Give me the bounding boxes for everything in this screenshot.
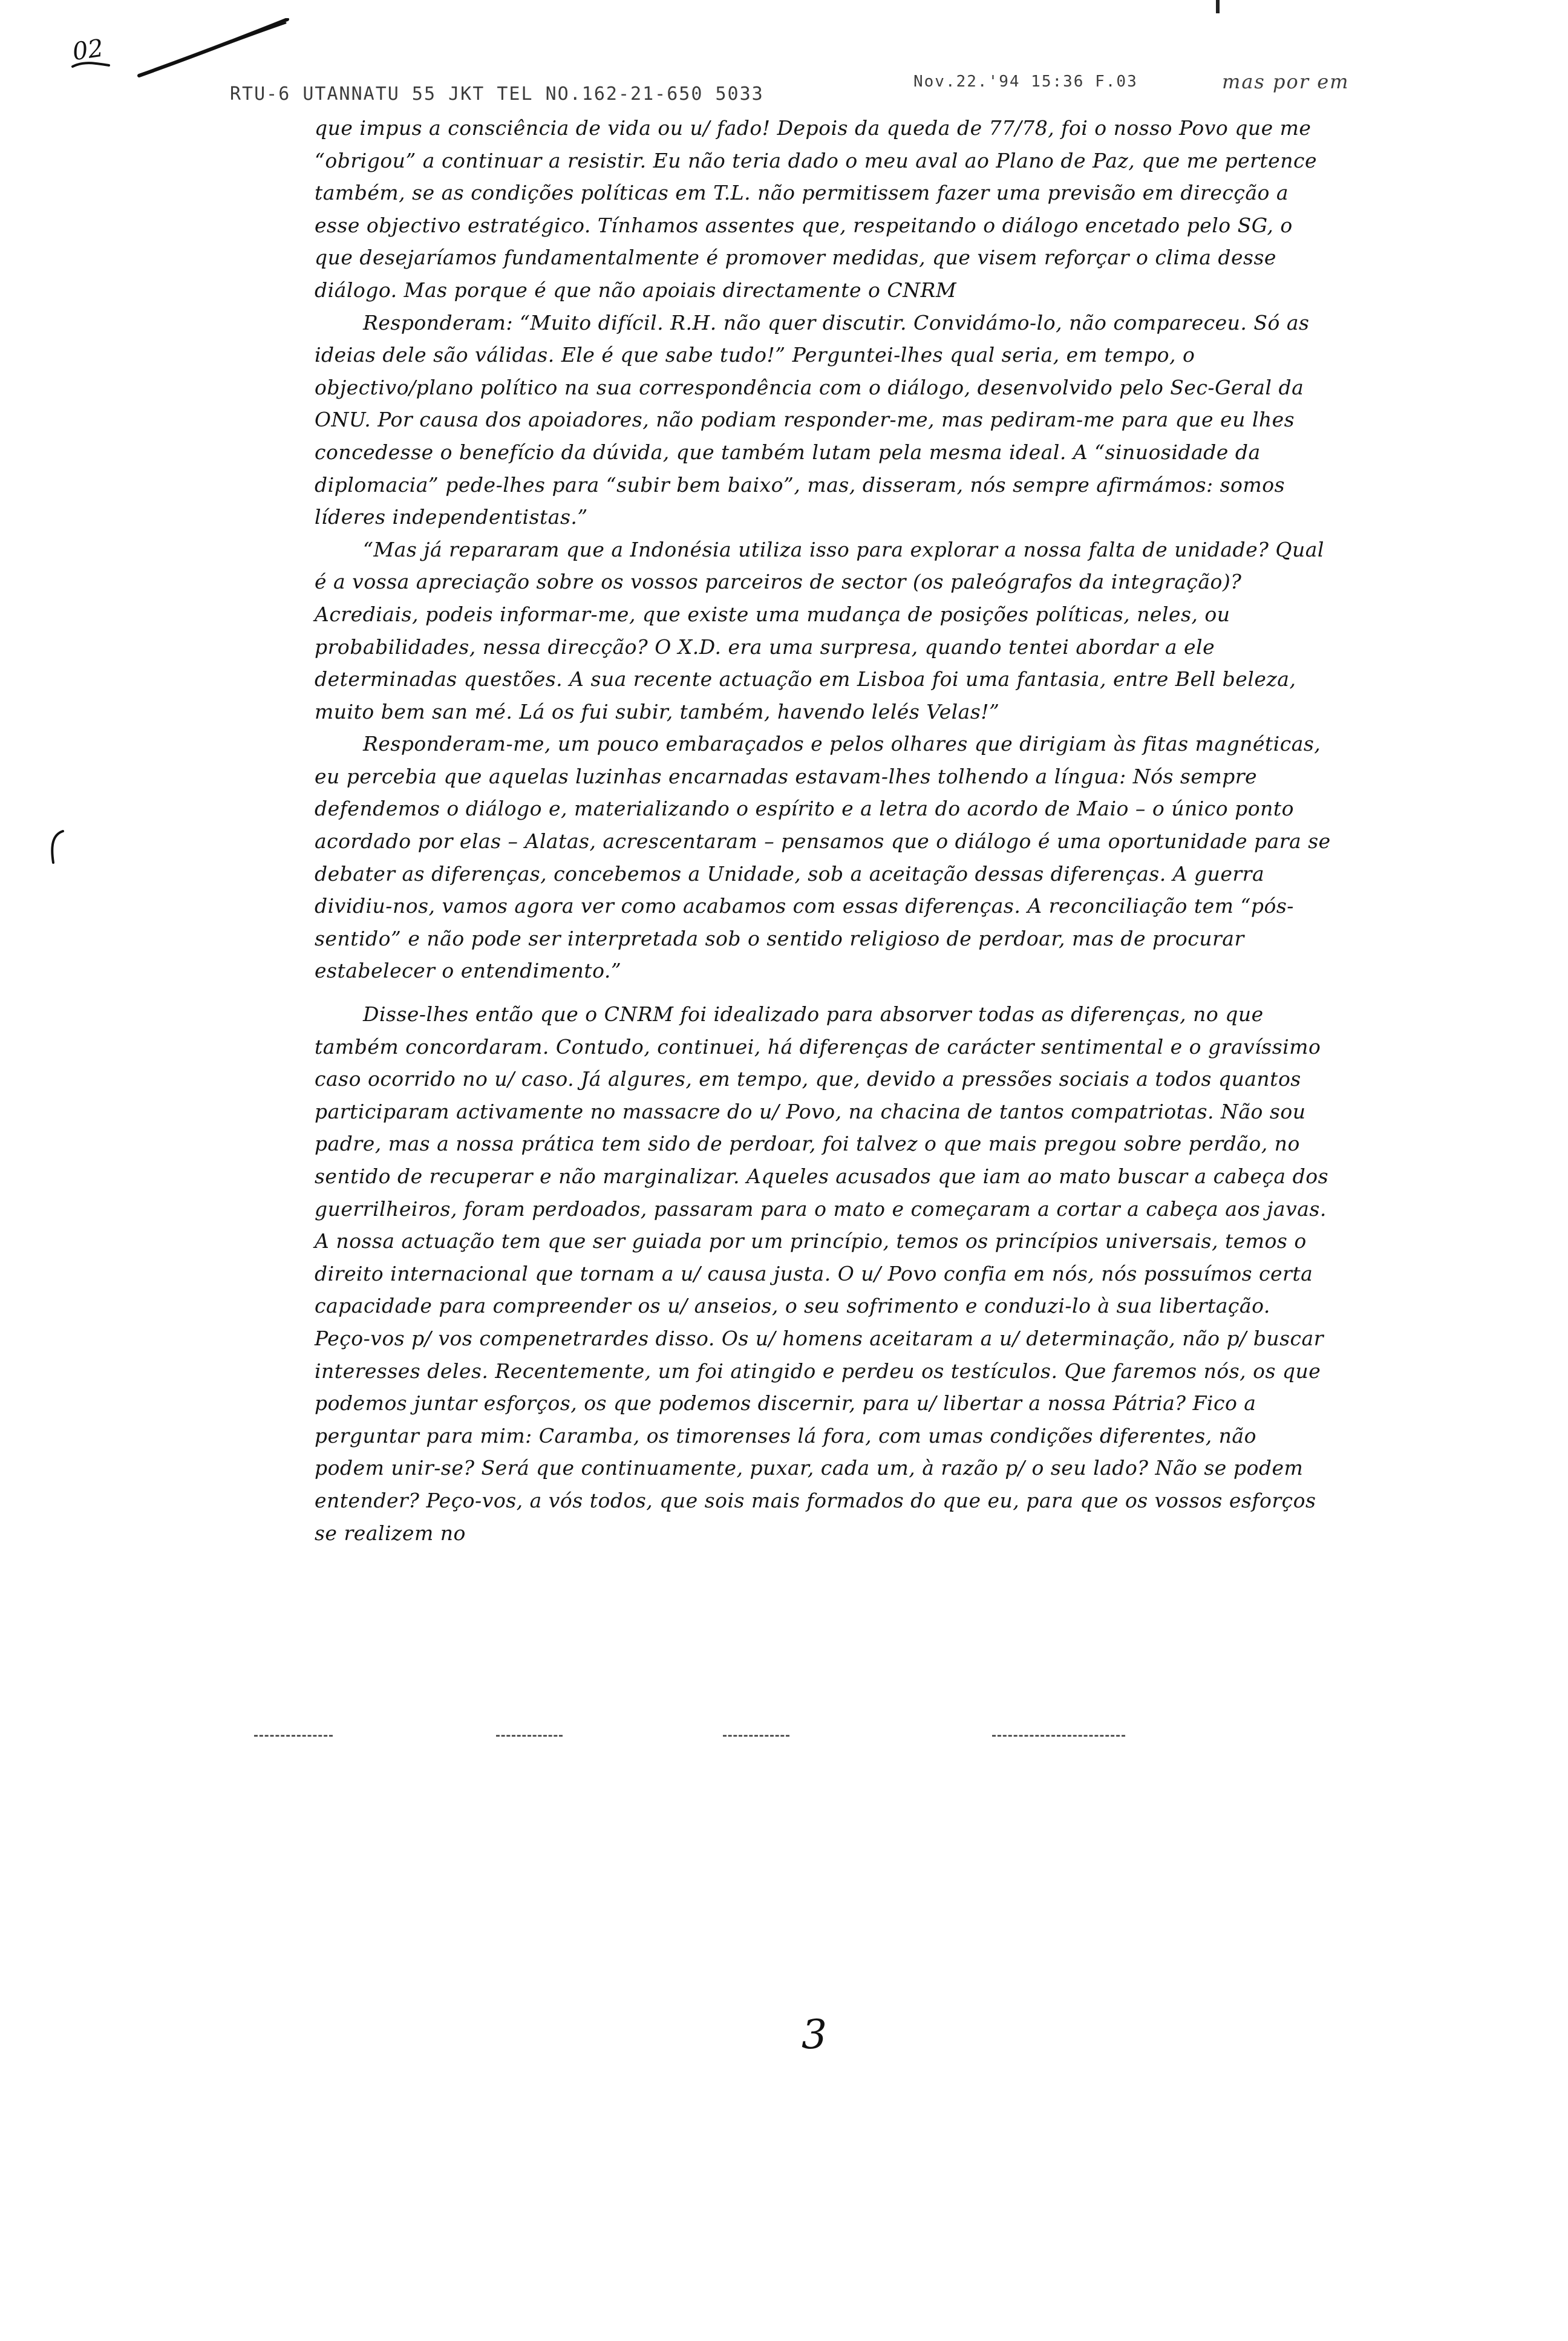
dash-3 [723,1735,789,1737]
paragraph-5: Disse-lhes então que o CNRM foi idealizado para absorver todas as diferenças, no que também concordaram. Contudo, continuei, há diferenças de carácter sentimental e o gravíssimo caso ocorrido no u/ caso. Já algures, em tempo, que, devido a pressões sociais a todos quantos participaram activamente no massacre do u/ Povo, na chacina de tantos compatriotas. Não sou padre, mas a nossa prática tem sido de perdoar, foi talvez o que mais pregou sobre perdão, no sentido de recuperar e não marginalizar. Aqueles acusados que iam ao mato buscar a cabeça dos guerrilheiros, foram perdoados, passaram para o mato e começaram a cortar a cabeça aos javas. A nossa actuação tem que ser guiada por um princípio, temos os princípios universais, temos o direito internacional que tornam a u/ causa justa. O u/ Povo confia em nós, nós possuímos certa capacidade para compreender os u/ anseios, o seu sofrimento e conduzi-lo à sua libertação. Peço-vos p/ vos compenetrardes disso. Os u/ homens aceitaram a u/ determinação, não p/ buscar interesses deles. Recentemente, um foi atingido e perdeu os testículos. Que faremos nós, os que podemos juntar esforços, os que podemos discernir, para u/ libertar a nossa Pátria? Fico a perguntar para mim: Caramba, os timorenses lá fora, com umas condições diferentes, não podem unir-se? Será que continuamente, puxar, cada um, à razão p/ o seu lado? Não se podem entender? Peço-vos, a vós todos, que sois mais formados do que eu, para que os vossos esforços se realizem no [315,1002,1329,1545]
fax-header-right: Nov.22.'94 15:36 F.03 [913,73,1138,91]
dash-1 [254,1735,333,1737]
margin-bracket-mark [47,829,65,865]
top-tick-mark [1216,0,1220,13]
paragraph-3: “Mas já repararam que a Indonésia utiliza isso para explorar a nossa falta de unidade? Qual é a vossa apreciação sobre os vossos parceiros de sector (os paleógrafos da integração)? Acrediais, podeis informar-me, que existe uma mudança de posições políticas, neles, ou probabilidades, nessa direcção? O X.D. era uma surpresa, quando tentei abordar a ele determinadas questões. A sua recente actuação em Lisboa foi uma fantasia, entre Bell beleza, muito bem san mé. Lá os fui subir, também, havendo lelés Velas!” [315,537,1324,723]
fax-dash-row [0,1735,1568,1740]
paragraph-4: Responderam-me, um pouco embaraçados e pelos olhares que dirigiam às fitas magnéticas, eu percebia que aquelas luzinhas encarnadas estavam-lhes tolhendo a língua: Nós sempre defendemos o diálogo e, materializando o espírito e a letra do acordo de Maio – o único ponto acordado por elas – Alatas, acrescentaram – pensamos que o diálogo é uma oportunidade para se debater as diferenças, concebemos a Unidade, sob a aceitação dessas diferenças. A guerra dividiu-nos, vamos agora ver como acabamos com essas diferenças. A reconciliação tem “pós-sentido” e não pode ser interpretada sob o sentido religioso de perdoar, mas de procurar estabelecer o entendimento.” [315,732,1331,983]
handwritten-body [315,112,1331,1549]
paragraph-1: que impus a consciência de vida ou u/ fado! Depois da queda de 77/78, foi o nosso Povo que me “obrigou” a continuar a resistir. Eu não teria dado o meu aval ao Plano de Paz, que me pertence também, se as condições políticas em T.L. não permitissem fazer uma previsão em direcção a esse objectivo estratégico. Tínhamos assentes que, respeitando o diálogo encetado pelo SG, o que desejaríamos fundamentalmente é promover medidas, que visem reforçar o clima desse diálogo. Mas porque é que não apoiais directamente o CNRM [315,116,1317,302]
page-number: 3 [802,2011,827,2058]
paragraph-2: Responderam: “Muito difícil. R.H. não quer discutir. Convidámo-lo, não compareceu. Só as ideias dele são válidas. Ele é que sabe tudo!” Perguntei-lhes qual seria, em tempo, o objectivo/plano político na sua correspondência com o diálogo, desenvolvido pelo Sec-Geral da ONU. Por causa dos apoiadores, não podiam responder-me, mas pediram-me para que eu lhes concedesse o benefício da dúvida, que também lutam pela mesma ideal. A “sinuosidade da diplomacia” pede-lhes para “subir bem baixo”, mas, disseram, nós sempre afirmámos: somos líderes independentistas.” [315,310,1310,529]
dash-4 [992,1735,1125,1737]
fax-header-extra: mas por em [1222,70,1350,93]
fax-header-left: RTU-6 UTANNATU 55 JKT TEL NO.162-21-650 5033 [230,83,764,105]
dash-2 [496,1735,563,1737]
corner-code: 02 [71,34,105,67]
